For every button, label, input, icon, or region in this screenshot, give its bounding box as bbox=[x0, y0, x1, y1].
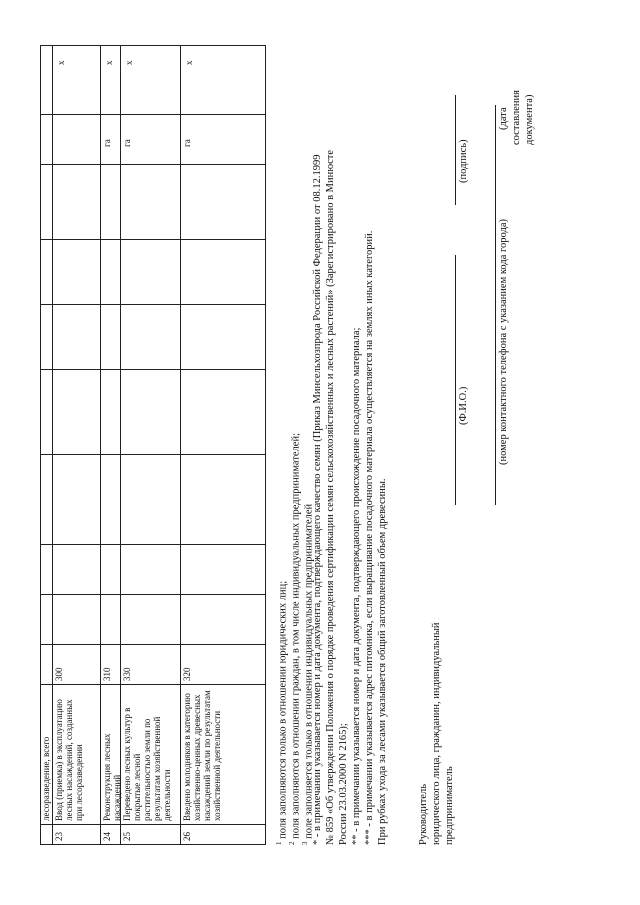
table-line bbox=[100, 45, 101, 845]
signatory-title-1: Руководитель bbox=[418, 784, 429, 845]
row-code: 300 bbox=[54, 667, 64, 681]
footnote-3: $^3$ поле заполняется только в отношении индивидуальных предпринимателей bbox=[301, 503, 315, 845]
phone-caption: (номер контактного телефона с указанием кода города) bbox=[498, 219, 509, 465]
footnote-2-text: поля заполняются в отношении граждан, в том числе индивидуальных предпринимателей; bbox=[290, 432, 302, 839]
table-line bbox=[40, 45, 265, 46]
row-code: 320 bbox=[182, 667, 192, 681]
row-name: Введено молодняков в категорию хозяйственно-ценных древесных насаждений земли по результатам хозяйственной деятельности bbox=[182, 690, 222, 821]
row-name: Переведено лесных культур в покрытые лесной растительностью земли по результатам хозяйственной деятельности bbox=[122, 707, 172, 821]
date-caption-2: составления bbox=[511, 90, 522, 145]
table-line bbox=[40, 164, 265, 165]
table-line bbox=[40, 684, 265, 685]
table-header-fragment: лесоразведение, всего bbox=[41, 736, 51, 821]
table-line bbox=[265, 45, 266, 845]
row-number: 23 bbox=[54, 832, 64, 841]
table-line bbox=[40, 544, 265, 545]
row-number: 24 bbox=[102, 832, 112, 841]
row-unit: га bbox=[182, 139, 192, 147]
signatory-title-2: юридического лица, гражданин, индивидуальный bbox=[431, 622, 442, 845]
row-unit: га bbox=[102, 139, 112, 147]
row-mark: x bbox=[104, 60, 114, 65]
row-name: Реконструкция лесных насаждений bbox=[102, 733, 122, 821]
table-line bbox=[40, 824, 265, 825]
row-unit: га bbox=[122, 139, 132, 147]
table-line bbox=[40, 454, 265, 455]
signature-caption: (подпись) bbox=[458, 139, 469, 183]
signature-line bbox=[455, 95, 456, 205]
signatory-title-3: предприниматель bbox=[444, 766, 455, 845]
note-planting-origin: ** - в примечании указывается номер и дата документа, подтверждающего происхождение посадочного материала; bbox=[351, 327, 362, 845]
row-mark: x bbox=[124, 60, 134, 65]
note-seed-quality-end: России 23.03.2000 N 2165); bbox=[338, 723, 349, 845]
row-number: 26 bbox=[182, 832, 192, 841]
row-mark: x bbox=[56, 60, 66, 65]
row-number: 25 bbox=[122, 832, 132, 841]
table-line bbox=[40, 644, 265, 645]
data-table bbox=[40, 45, 265, 845]
row-code: 310 bbox=[102, 667, 112, 681]
note-seed-quality: * - в примечании указывается номер и дата документа, подтверждающего качество семян (Приказ Минсельхозпрода Российской Федерации от 08.12.1999 bbox=[312, 154, 323, 845]
footnote-1: $^1$ поля заполняются только в отношении юридических лиц; bbox=[275, 580, 289, 845]
note-seed-quality-cont: № 859 «Об утверждении Положения о порядке проведения сертификации семян сельскохозяйственных и лесных растений» (Зарегистрировано в Минюсте bbox=[325, 150, 336, 845]
note-nursery-address: *** - в примечании указывается адрес питомника, если выращивание посадочного материала осуществляется на землях иных категорий. bbox=[364, 230, 375, 845]
date-caption-3: документа) bbox=[524, 94, 535, 145]
table-line bbox=[180, 45, 181, 845]
note-thinning-volume: При рубках ухода за лесами указывается общий заготовленный объем древесины. bbox=[377, 478, 388, 845]
table-line bbox=[40, 369, 265, 370]
table-line bbox=[52, 45, 53, 845]
date-caption-1: (дата bbox=[498, 107, 509, 130]
table-line bbox=[40, 239, 265, 240]
fio-caption: (Ф.И.О.) bbox=[458, 386, 469, 425]
row-code: 330 bbox=[122, 667, 132, 681]
table-line bbox=[40, 844, 265, 845]
fio-line bbox=[455, 255, 456, 505]
table-line bbox=[40, 304, 265, 305]
table-line bbox=[40, 114, 265, 115]
footnote-2: $^2$ поля заполняются в отношении граждан, в том числе индивидуальных предпринимателей; bbox=[288, 432, 302, 845]
row-name: Ввод (приемка) в эксплуатацию лесных насаждений, созданных при лесоразведении bbox=[54, 699, 84, 821]
footnote-3-text: поле заполняется только в отношении индивидуальных предпринимателей bbox=[303, 503, 315, 839]
phone-line bbox=[495, 105, 496, 505]
row-mark: x bbox=[184, 60, 194, 65]
table-line bbox=[40, 594, 265, 595]
footnote-1-text: поля заполняются только в отношении юридических лиц; bbox=[277, 580, 289, 839]
